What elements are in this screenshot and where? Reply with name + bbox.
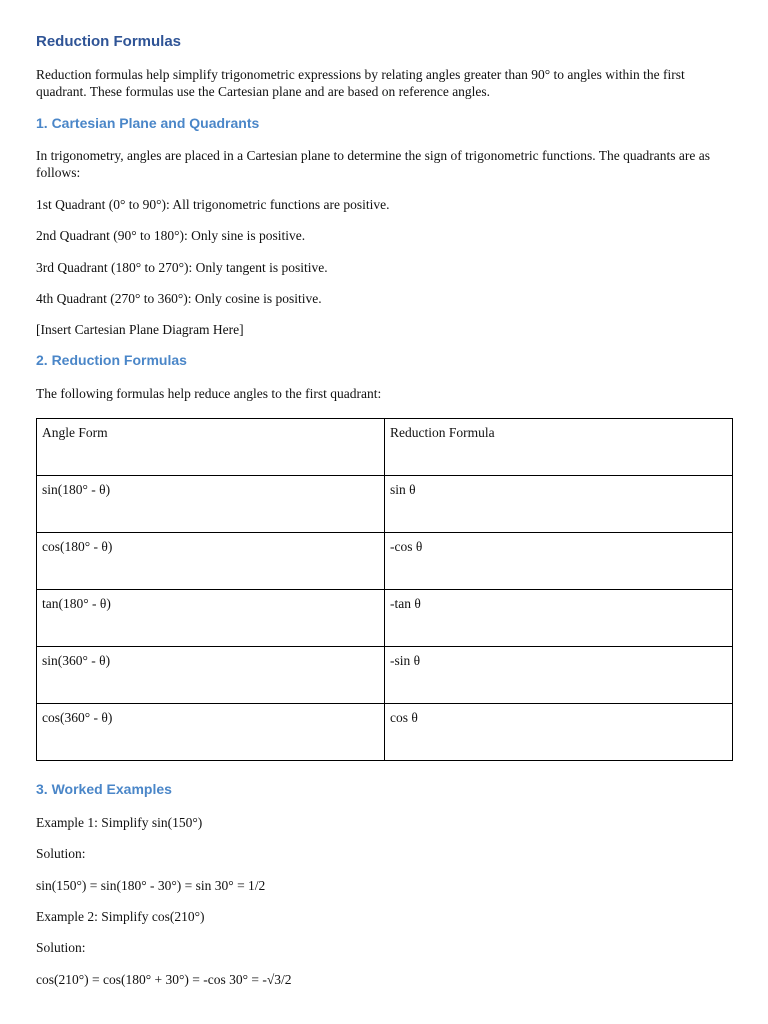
angle-form-cell: cos(180° - θ) <box>37 533 385 590</box>
angle-form-cell: tan(180° - θ) <box>37 590 385 647</box>
quadrant-1-line: 1st Quadrant (0° to 90°): All trigonometric functions are positive. <box>36 197 390 212</box>
table-row <box>37 590 733 647</box>
table-header-row <box>37 419 733 476</box>
section-3-heading: 3. Worked Examples <box>36 781 172 797</box>
angle-form-cell: cos(360° - θ) <box>37 704 385 761</box>
example-2-prompt: Example 2: Simplify cos(210°) <box>36 909 205 924</box>
example-1-prompt: Example 1: Simplify sin(150°) <box>36 815 203 830</box>
table-row <box>37 704 733 761</box>
reduction-formula-table <box>36 418 733 761</box>
diagram-placeholder: [Insert Cartesian Plane Diagram Here] <box>36 322 244 337</box>
table-row <box>37 476 733 533</box>
reduction-formula-cell: -sin θ <box>385 647 733 704</box>
table-header-cell: Angle Form <box>37 419 385 476</box>
quadrant-3-line: 3rd Quadrant (180° to 270°): Only tangent is positive. <box>36 260 328 275</box>
example-1-solution: sin(150°) = sin(180° - 30°) = sin 30° = 1/2 <box>36 878 266 893</box>
document-title: Reduction Formulas <box>36 33 182 50</box>
section-2-paragraph: The following formulas help reduce angles to the first quadrant: <box>36 386 382 401</box>
section-1-paragraph: In trigonometry, angles are placed in a Cartesian plane to determine the sign of trigonometric functions. The quadrants are as follows: <box>36 148 711 180</box>
example-2-solution: cos(210°) = cos(180° + 30°) = -cos 30° = -√3/2 <box>36 972 292 987</box>
reduction-formula-cell: sin θ <box>385 476 733 533</box>
example-1-solution-label: Solution: <box>36 846 86 861</box>
quadrant-4-line: 4th Quadrant (270° to 360°): Only cosine is positive. <box>36 291 322 306</box>
angle-form-cell: sin(360° - θ) <box>37 647 385 704</box>
reduction-formula-cell: -cos θ <box>385 533 733 590</box>
example-2-solution-label: Solution: <box>36 940 86 955</box>
section-1-heading: 1. Cartesian Plane and Quadrants <box>36 115 260 131</box>
quadrant-2-line: 2nd Quadrant (90° to 180°): Only sine is positive. <box>36 228 306 243</box>
section-2-heading: 2. Reduction Formulas <box>36 352 187 368</box>
table-header-cell: Reduction Formula <box>385 419 733 476</box>
table-row <box>37 647 733 704</box>
reduction-formula-cell: cos θ <box>385 704 733 761</box>
angle-form-cell: sin(180° - θ) <box>37 476 385 533</box>
table-row <box>37 533 733 590</box>
reduction-formula-cell: -tan θ <box>385 590 733 647</box>
intro-paragraph: Reduction formulas help simplify trigonometric expressions by relating angles greater than 90° to angles within the first quadrant. These formulas use the Cartesian plane and are based on reference angles. <box>36 67 685 99</box>
